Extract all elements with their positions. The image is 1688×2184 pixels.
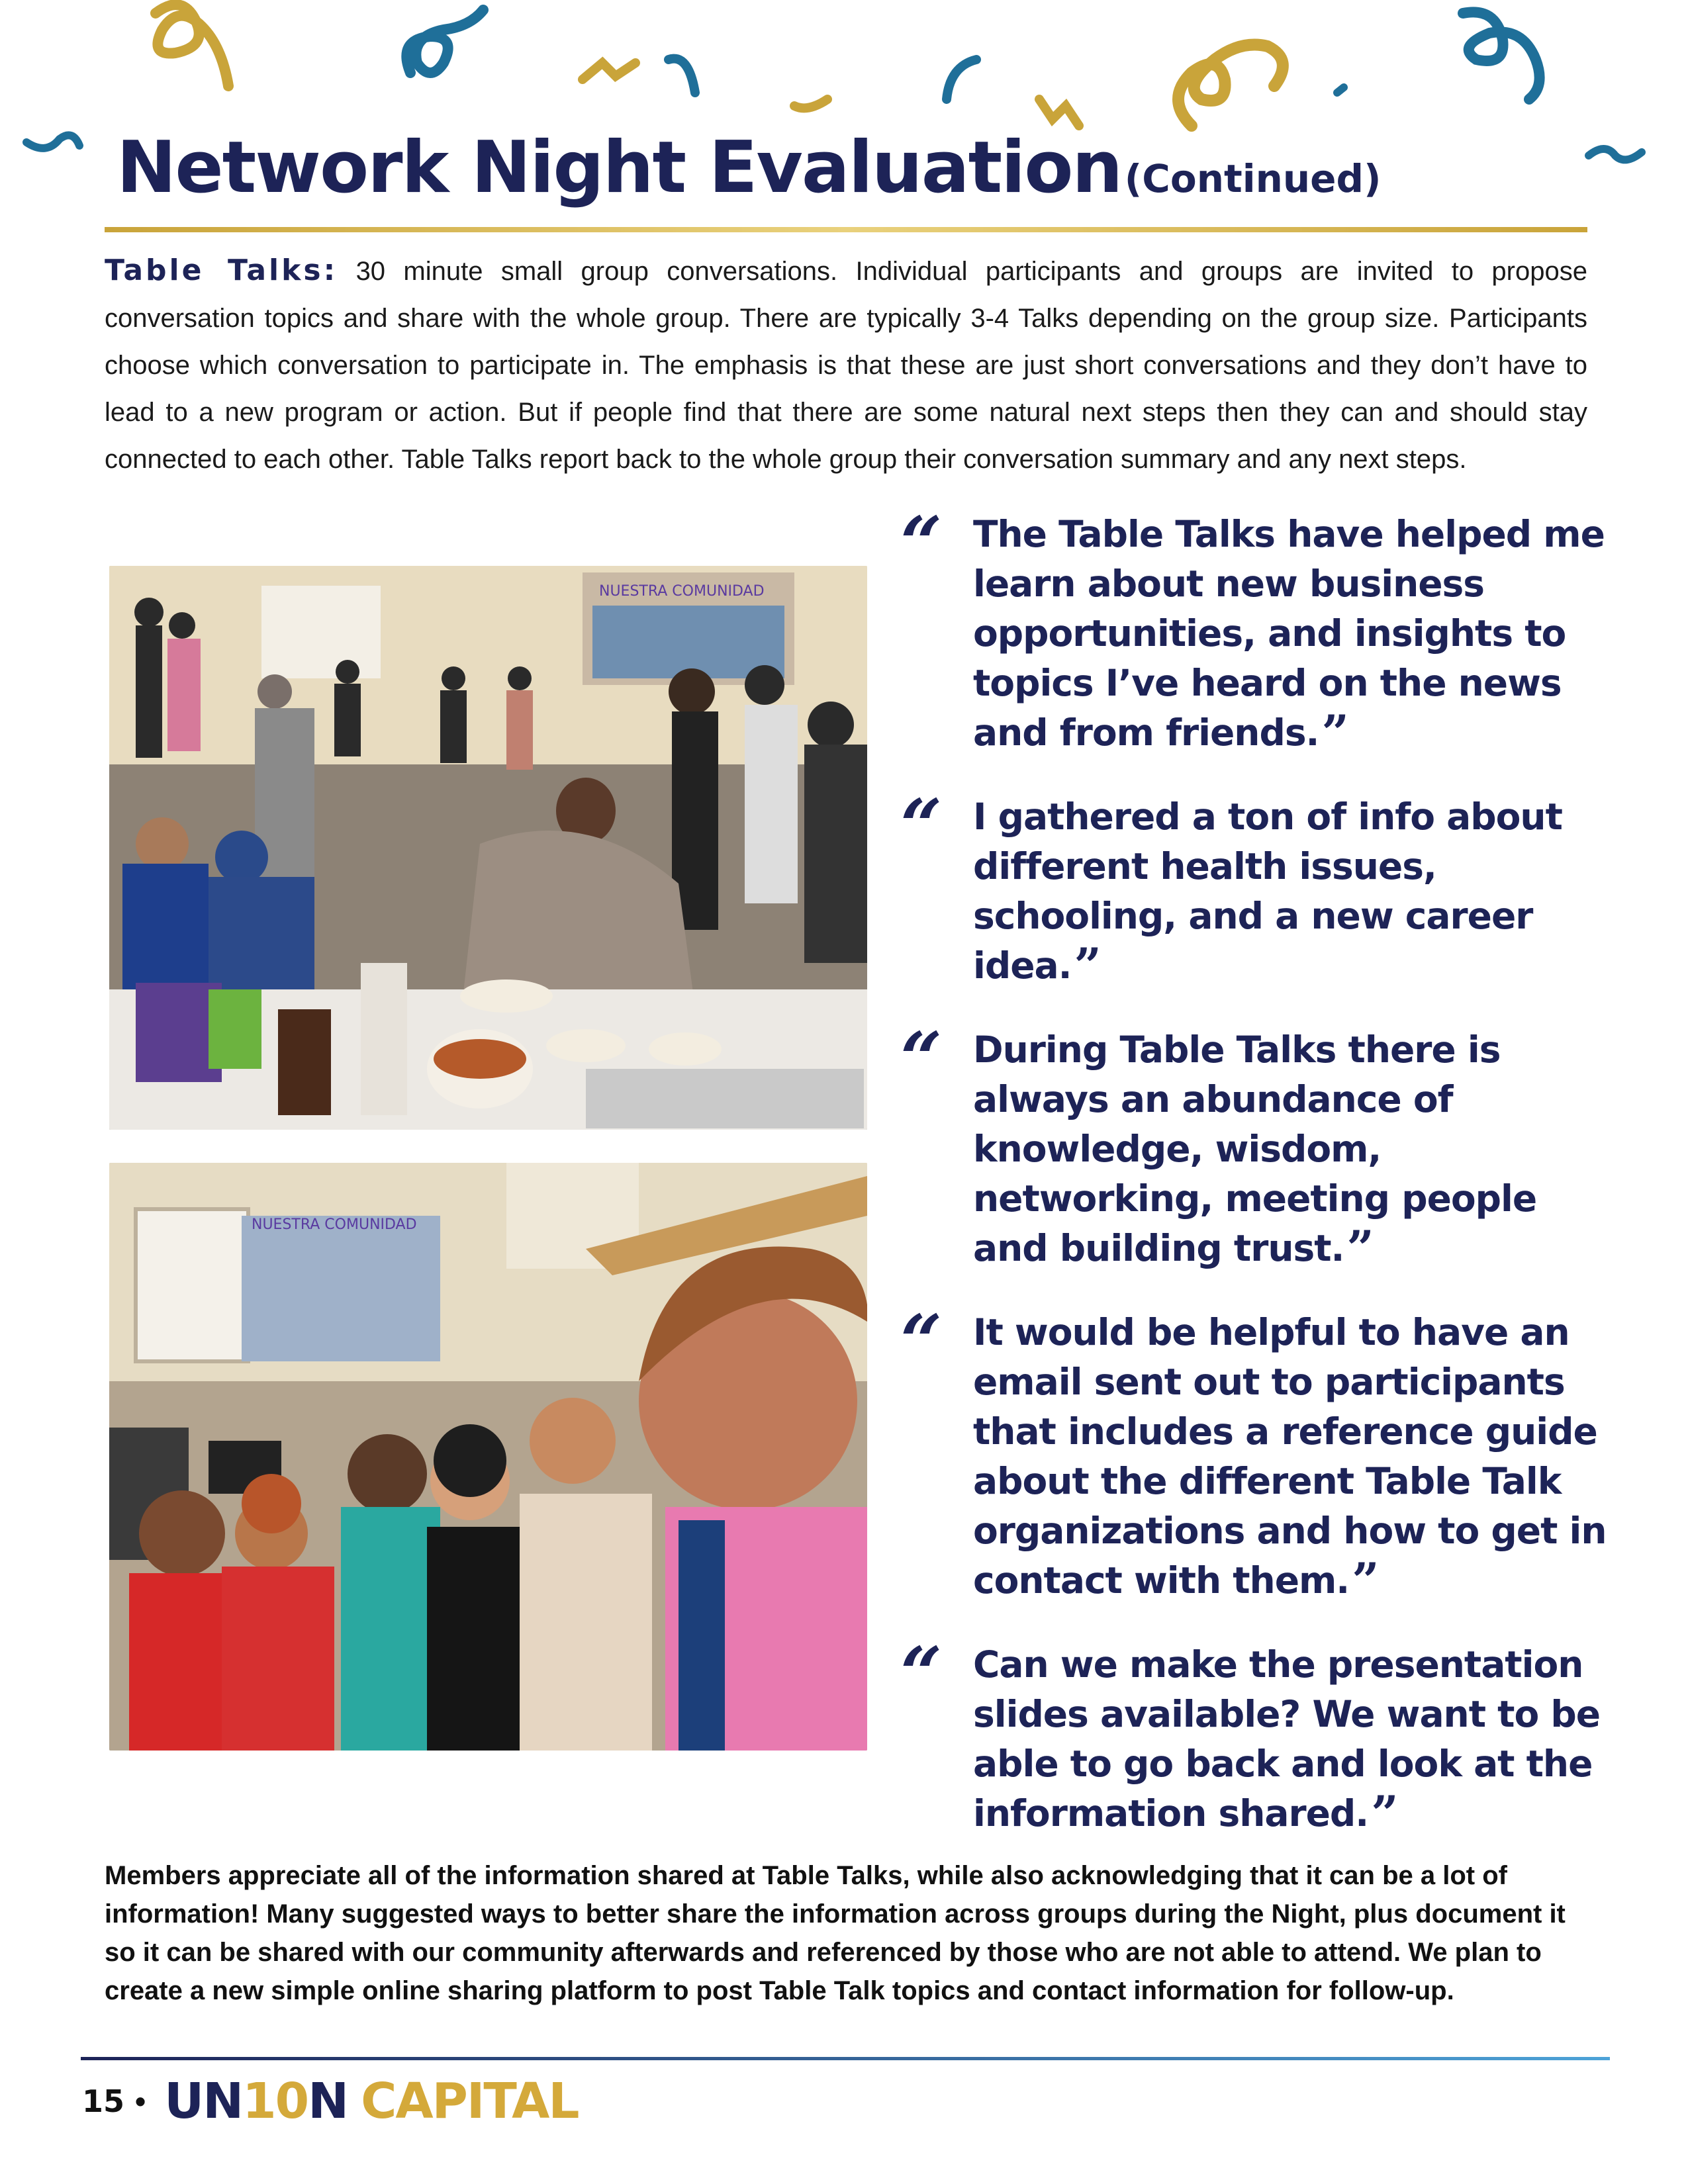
page-title-suffix: (Continued) (1124, 156, 1382, 201)
open-quote-icon: “ (900, 1631, 942, 1716)
quote-item (900, 500, 1609, 760)
page-title: Network Night Evaluation (117, 126, 1122, 209)
brand-logo-part-d: CAPITAL (361, 2073, 579, 2130)
testimonial-quotes (900, 500, 1609, 1841)
brand-logo-part-a: UN (164, 2073, 243, 2130)
banner-text-1: NUESTRA COMUNIDAD (599, 583, 765, 600)
open-quote-icon: “ (900, 1298, 942, 1384)
event-photo-food-table (109, 566, 867, 1130)
footer-separator: • (135, 2084, 146, 2118)
title-divider (105, 227, 1587, 232)
page-footer (82, 2071, 579, 2131)
quote-item (900, 1631, 1609, 1841)
open-quote-icon: “ (900, 500, 942, 586)
page-number: 15 (82, 2083, 125, 2119)
quote-item (900, 1298, 1609, 1608)
quote-item (900, 1016, 1609, 1276)
brand-logo-part-b: 10 (242, 2073, 308, 2130)
close-quote-icon: ” (1352, 1552, 1379, 1608)
quote-text: It would be helpful to have an email sent out to participants that includes a reference guide about the different Table Talk organizations and how to get in contact with them. (973, 1311, 1607, 1602)
intro-label: Table Talks: (105, 253, 338, 287)
closing-paragraph: Members appreciate all of the information shared at Table Talks, while also acknowledging that it can be a lot of information! Many suggested ways to better share the information across groups during the Night, plus document it so it can be shared with our community afterwards and referenced by those who are not able to attend. We plan to create a new simple online sharing platform to post Table Talk topics and contact information for follow-up. (105, 1861, 1566, 2005)
open-quote-icon: “ (900, 783, 942, 868)
event-photo-group-selfie (109, 1163, 867, 1751)
brand-logo (164, 2073, 578, 2130)
quote-item (900, 783, 1609, 993)
footer-divider (81, 2057, 1610, 2060)
title-block (117, 126, 1586, 209)
intro-text: 30 minute small group conversations. Individual participants and groups are invited to propose conversation topics and share with the whole group. There are typically 3-4 Talks depending on the group size. Participants choose which conversation to participate in. The emphasis is that these are just short conversations and they don’t have to lead to a new program or action. But if people find that there are some natural next steps then they can and should stay connected to each other. Table Talks report back to the whole group their conversation summary and any next steps. (105, 257, 1587, 474)
quote-text: I gathered a ton of info about different health issues, schooling, and a new career idea. (973, 796, 1562, 987)
banner-text-2: NUESTRA COMUNIDAD (252, 1216, 417, 1233)
brand-logo-part-c: N (308, 2073, 348, 2130)
close-quote-icon: ” (1074, 937, 1101, 993)
quote-text: Can we make the presentation slides available? We want to be able to go back and look at the information shared. (973, 1643, 1601, 1835)
close-quote-icon: ” (1321, 704, 1348, 760)
open-quote-icon: “ (900, 1016, 942, 1101)
close-quote-icon: ” (1371, 1785, 1398, 1841)
quote-text: The Table Talks have helped me learn about new business opportunities, and insights to topics I’ve heard on the news and from friends. (973, 513, 1605, 754)
close-quote-icon: ” (1346, 1220, 1374, 1276)
quote-text: During Table Talks there is always an abundance of knowledge, wisdom, networking, meeting people and building trust. (973, 1028, 1537, 1269)
intro-paragraph (105, 247, 1587, 483)
